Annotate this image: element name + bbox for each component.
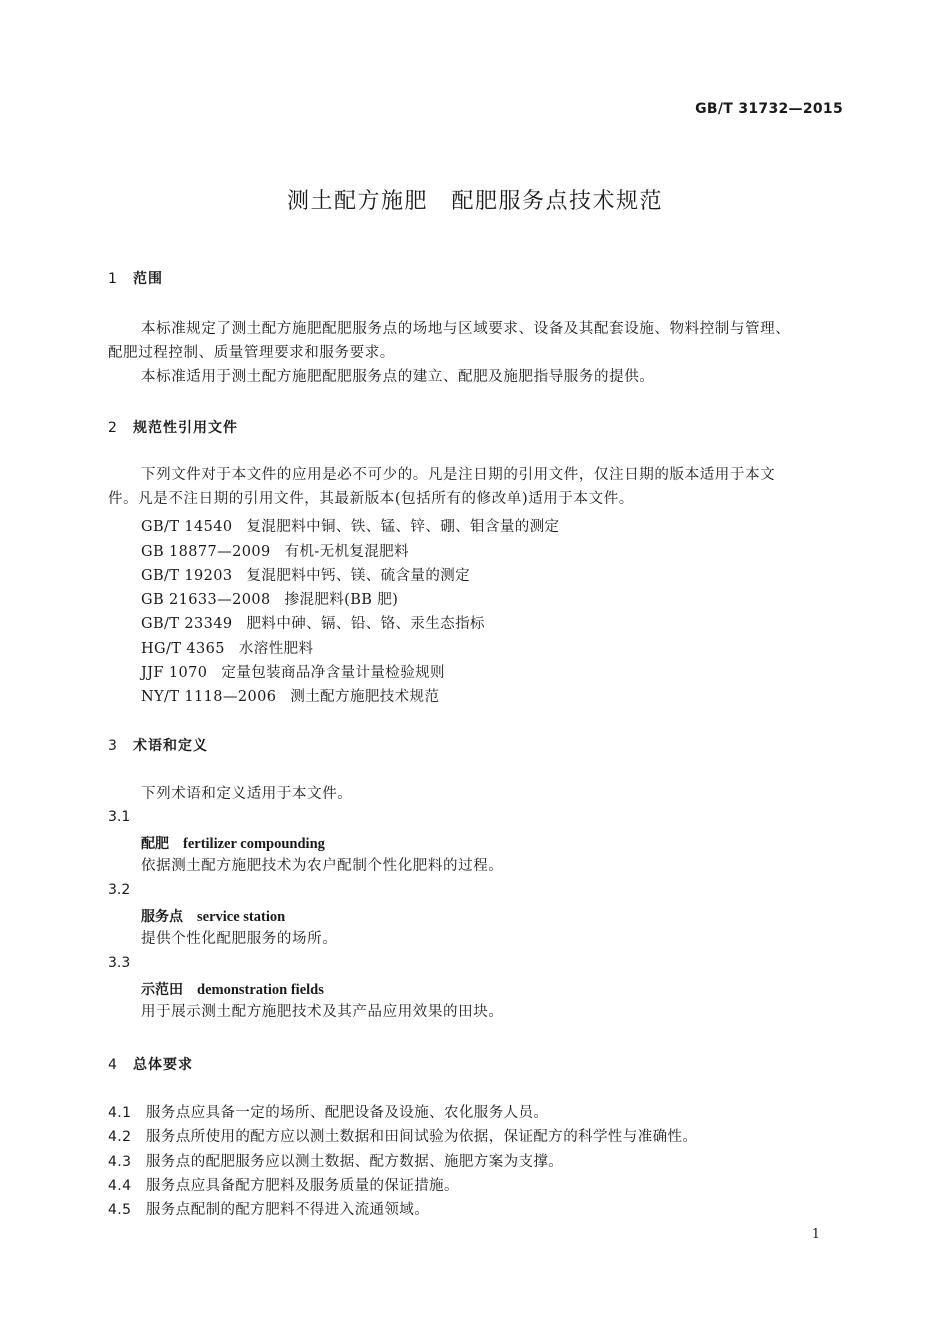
reference-item [141,540,409,561]
page-number: 1 [811,1227,820,1242]
clause-text: 服务点应具备一定的场所、配肥设备及设施、农化服务人员。 [146,1105,549,1121]
term-heading [141,833,325,853]
paragraph-line: 本标准适用于测土配方施肥配肥服务点的建立、配肥及施肥指导服务的提供。 [141,369,655,385]
reference-item [141,564,470,585]
reference-code: GB/T 23349 [141,616,233,632]
clause-number: 4.5 [108,1202,132,1218]
section-number: 1 [108,271,118,287]
term-definition: 依据测土配方施肥技术为农户配制个性化肥料的过程。 [141,858,504,874]
term-en: fertilizer compounding [183,836,325,852]
reference-title: 复混肥料中钙、镁、硫含量的测定 [246,568,471,584]
clause-text: 服务点所使用的配方应以测土数据和田间试验为依据，保证配方的科学性与准确性。 [146,1129,698,1145]
reference-title: 有机-无机复混肥料 [284,544,410,560]
reference-code: GB/T 19203 [141,568,233,584]
clause-text: 服务点配制的配方肥料不得进入流通领域。 [146,1202,430,1218]
reference-item [141,612,485,633]
section-number: 2 [108,420,118,436]
reference-code: GB 21633—2008 [141,592,271,608]
section-number: 4 [108,1057,118,1073]
section-heading-2 [108,417,238,437]
reference-code: NY/T 1118—2006 [141,689,277,705]
term-number: 3.3 [108,955,131,971]
reference-title: 复混肥料中铜、铁、锰、锌、硼、钼含量的测定 [246,519,560,535]
reference-code: JJF 1070 [141,665,208,681]
reference-item [141,515,559,536]
reference-item [141,661,445,682]
section-title: 总体要求 [133,1057,193,1073]
section-heading-4 [108,1054,193,1074]
reference-title: 测土配方施肥技术规范 [290,689,440,705]
reference-title: 水溶性肥料 [238,641,314,657]
term-cn: 服务点 [141,909,183,925]
document-title: 测土配方施肥 配肥服务点技术规范 [286,189,663,214]
clause-item [108,1101,548,1122]
clause-item [108,1174,459,1195]
clause-number: 4.3 [108,1154,132,1170]
term-heading [141,979,324,999]
paragraph-line: 下列术语和定义适用于本文件。 [141,786,353,802]
reference-item [141,685,439,706]
clause-number: 4.4 [108,1178,132,1194]
term-cn: 配肥 [141,836,169,852]
term-en: service station [197,909,286,925]
clause-number: 4.2 [108,1129,132,1145]
paragraph-line: 件。凡是不注日期的引用文件，其最新版本(包括所有的修改单)适用于本文件。 [108,491,634,507]
clause-text: 服务点应具备配方肥料及服务质量的保证措施。 [146,1178,459,1194]
section-title: 范围 [133,271,163,287]
clause-item [108,1150,563,1171]
clause-item [108,1198,429,1219]
section-number: 3 [108,738,118,754]
section-heading-3 [108,735,208,755]
paragraph-line: 下列文件对于本文件的应用是必不可少的。凡是注日期的引用文件，仅注日期的版本适用于本文 [141,467,776,483]
reference-title: 掺混肥料(BB 肥) [284,592,399,608]
reference-code: GB/T 14540 [141,519,233,535]
clause-item [108,1125,697,1146]
reference-code: HG/T 4365 [141,641,225,657]
term-definition: 用于展示测土配方施肥技术及其产品应用效果的田块。 [141,1004,504,1020]
paragraph-line: 本标准规定了测土配方施肥配肥服务点的场地与区域要求、设备及其配套设施、物料控制与管理、 [141,321,791,337]
reference-item [141,588,398,609]
reference-code: GB 18877—2009 [141,544,271,560]
section-title: 术语和定义 [133,738,208,754]
paragraph-line: 配肥过程控制、质量管理要求和服务要求。 [108,345,395,361]
section-heading-1 [108,268,163,288]
clause-number: 4.1 [108,1105,132,1121]
term-number: 3.1 [108,809,131,825]
document-code: GB/T 31732—2015 [695,101,843,117]
section-title: 规范性引用文件 [133,420,238,436]
term-number: 3.2 [108,882,131,898]
clause-text: 服务点的配肥服务应以测土数据、配方数据、施肥方案为支撑。 [146,1154,564,1170]
term-heading [141,906,285,926]
term-en: demonstration fields [197,982,324,998]
reference-title: 定量包装商品净含量计量检验规则 [221,665,445,681]
reference-item [141,637,313,658]
term-cn: 示范田 [141,982,183,998]
reference-title: 肥料中砷、镉、铅、铬、汞生态指标 [246,616,485,632]
term-definition: 提供个性化配肥服务的场所。 [141,931,338,947]
